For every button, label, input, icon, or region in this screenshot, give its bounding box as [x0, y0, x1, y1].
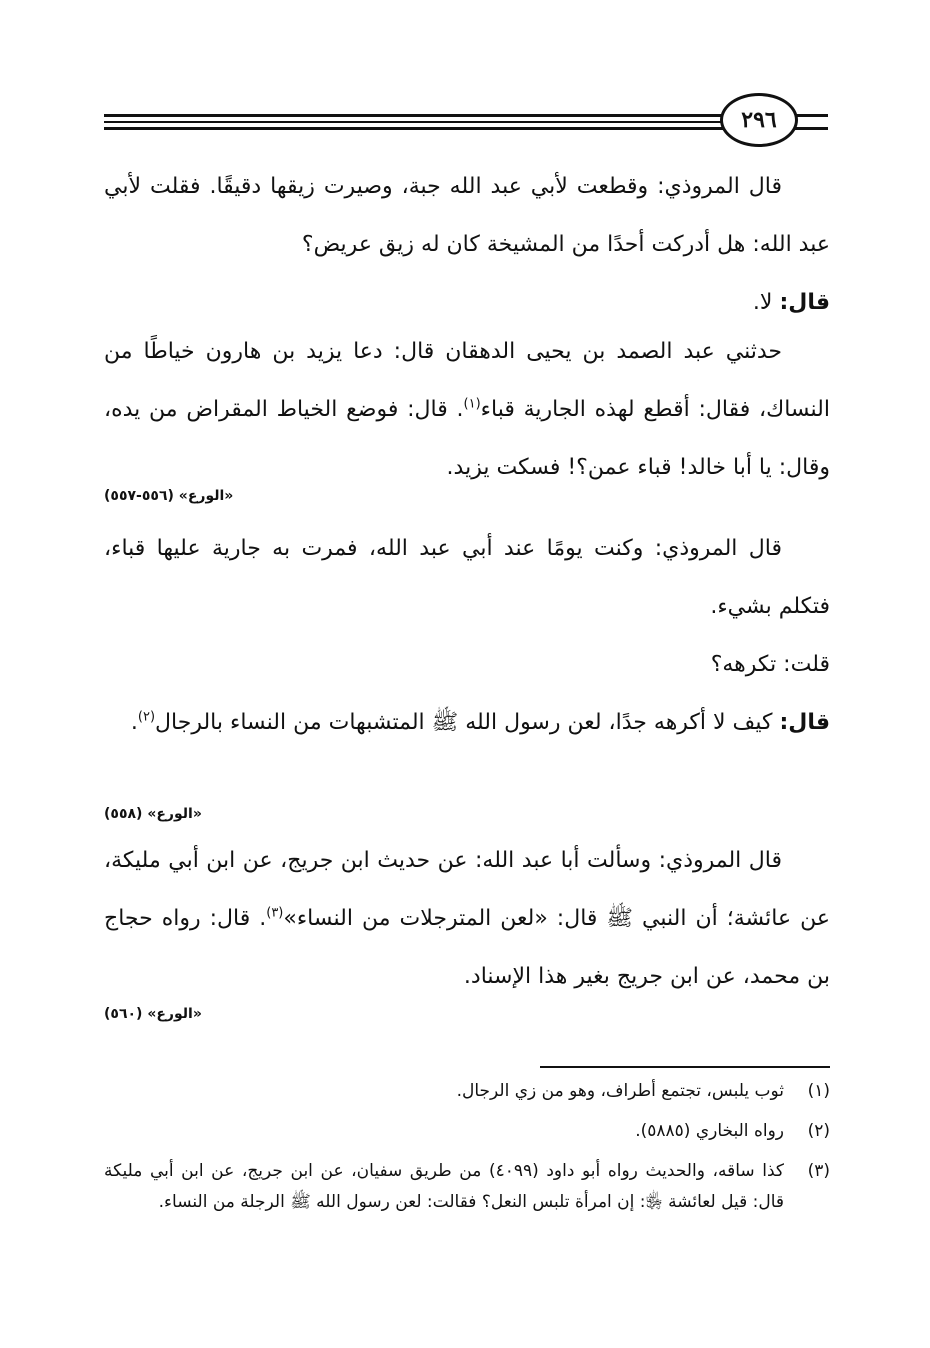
source-citation: «الورع» (٥٦٠): [104, 1006, 202, 1022]
paragraph-text: .: [130, 710, 138, 735]
footnote: [104, 1156, 830, 1218]
paragraph: قال المروذي: وكنت يومًا عند أبي عبد الله، فمرت به جارية عليها قباء، فتكلم بشيء.: [104, 536, 830, 619]
footnote-number: (٣): [807, 1161, 830, 1181]
header-rule: [104, 127, 724, 130]
paragraph-text: حدثني عبد الصمد بن يحيى الدهقان قال: دعا يزيد بن هارون خياطًا من النساك، فقال: أقطع لهذه الجارية قباء: [104, 339, 831, 422]
footnote-text: ثوب يلبس، تجتمع أطراف، وهو من زي الرجال.: [456, 1081, 784, 1101]
section-3: [104, 520, 830, 752]
footnote: [104, 1116, 830, 1147]
footnote-ref: (١): [463, 396, 481, 412]
header-rule-tail: [792, 127, 828, 130]
footnote-number: (٢): [807, 1121, 830, 1141]
footnote: [104, 1076, 830, 1107]
paragraph-text: كيف لا أكرهه جدًا، لعن رسول الله ﷺ المتشبهات من النساء بالرجال: [155, 710, 773, 735]
paragraph: [104, 694, 830, 752]
footnote-ref: (٣): [266, 905, 284, 921]
source-citation: «الورع» (٥٥٨): [104, 806, 202, 822]
footnotes: [104, 1076, 830, 1227]
paragraph-text: . قال: رواه حجاج بن محمد، عن ابن جريج بغير هذا الإسناد.: [104, 906, 830, 989]
header-rule: [104, 121, 724, 123]
footnote-number: (١): [807, 1081, 830, 1101]
paragraph-text: . قال: فوضع الخياط المقراض من يده، وقال: يا أبا خالد! قباء عمن؟! فسكت يزيد.: [104, 397, 830, 480]
paragraph: [104, 323, 830, 497]
section-2: [104, 323, 830, 497]
footnote-text: كذا ساقه، والحديث رواه أبو داود (٤٠٩٩) من طريق سفيان، عن ابن جريج، عن ابن أبي مليكة قال: قيل لعائشة ﵂: إن امرأة تلبس النعل؟ فقالت: لعن رسول الله ﷺ الرجلة من النساء.: [104, 1161, 784, 1212]
section-1: [104, 158, 830, 332]
paragraph: قال المروذي: وقطعت لأبي عبد الله جبة، وصيرت زيقها دقيقًا. فقلت لأبي عبد الله: هل أدركت أحدًا من المشيخة كان له زيق عريض؟: [104, 174, 830, 257]
speaker-label: قال:: [779, 710, 830, 735]
header-rule: [104, 114, 724, 117]
footnote-ref: (٢): [137, 709, 156, 725]
footnote-separator: [540, 1066, 830, 1068]
source-citation: «الورع» (٥٥٦-٥٥٧): [104, 488, 234, 504]
paragraph-text: قال المروذي: وسألت أبا عبد الله: عن حديث ابن جريج، عن ابن أبي مليكة، عن عائشة؛ أن النبي ﷺ قال: «لعن المترجلات من النساء»: [104, 848, 830, 931]
paragraph: قلت: تكرهه؟: [710, 652, 830, 677]
footnote-text: رواه البخاري (٥٨٨٥).: [635, 1121, 784, 1141]
section-4: [104, 832, 830, 1006]
paragraph-text: لا.: [752, 290, 773, 315]
paragraph: [104, 832, 830, 1006]
page-number: ٢٩٦: [720, 93, 798, 147]
speaker-label: قال:: [779, 290, 830, 315]
